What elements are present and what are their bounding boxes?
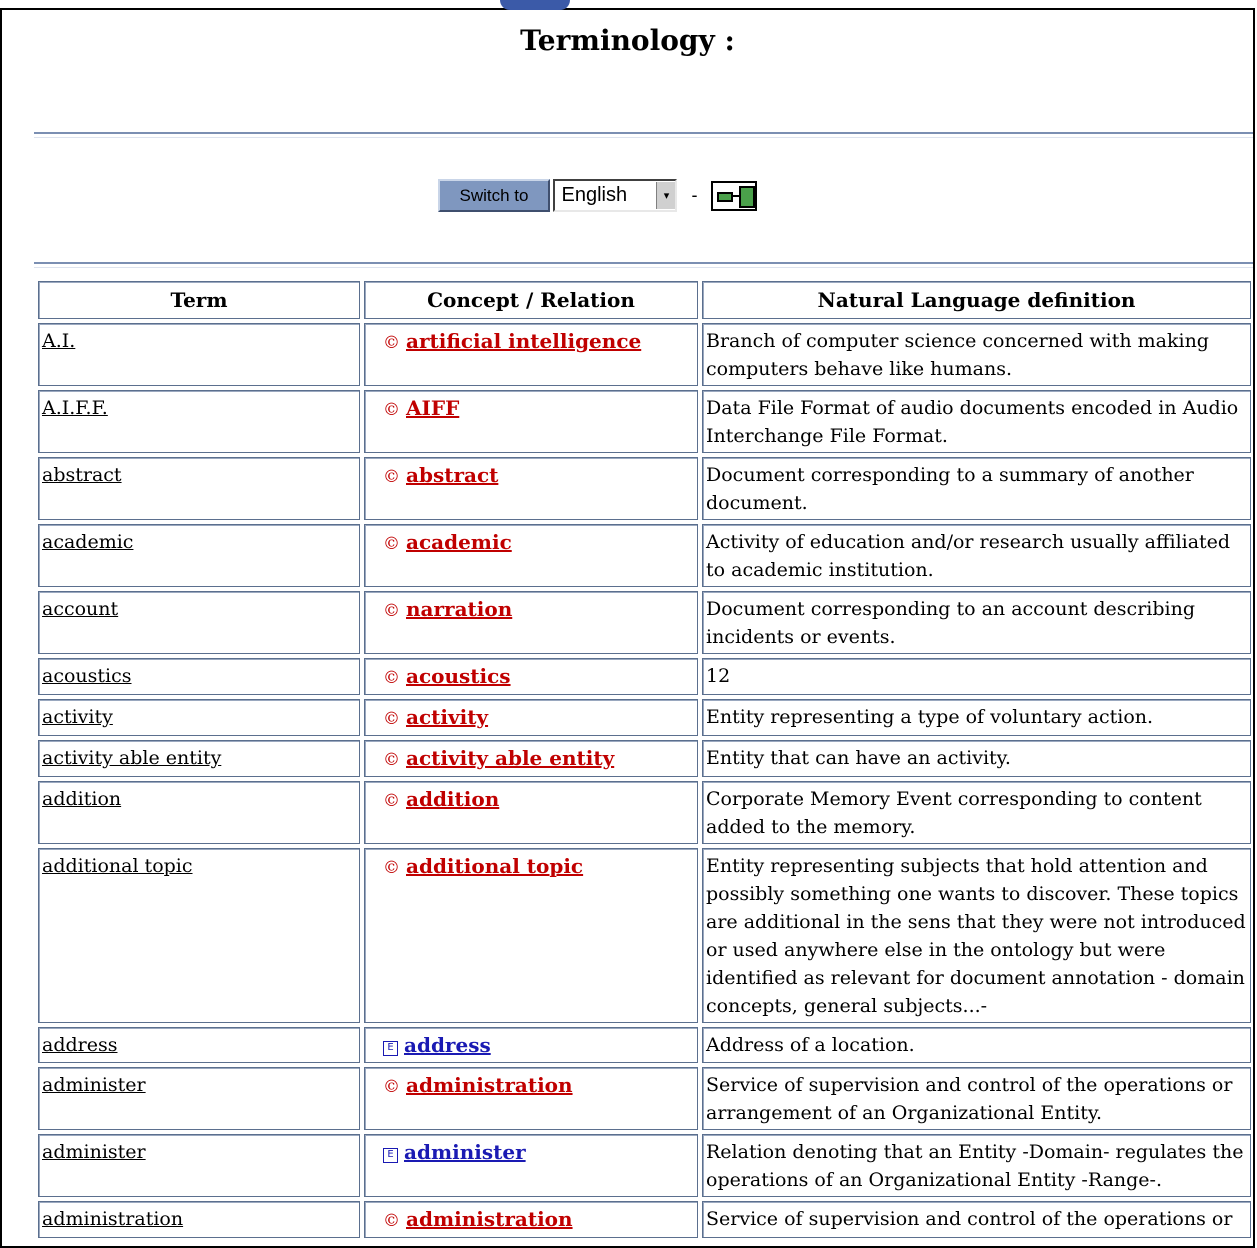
term-cell (38, 323, 360, 386)
definition-cell: Document corresponding to an account describing incidents or events. (702, 591, 1251, 654)
header-concept-relation: Concept / Relation (364, 281, 698, 319)
chevron-down-icon[interactable]: ▾ (656, 182, 675, 209)
term-link[interactable]: account (42, 598, 119, 620)
language-switch-bar (2, 179, 1253, 212)
concept-icon: © (383, 467, 400, 487)
definition-cell: Entity representing a type of voluntary action. (702, 699, 1251, 736)
tree-view-icon[interactable] (711, 181, 757, 211)
table-row (38, 524, 1251, 587)
definition-cell: Service of supervision and control of the operations or (702, 1201, 1251, 1238)
concept-link[interactable]: narration (406, 597, 513, 621)
concept-link[interactable]: activity (406, 705, 489, 729)
concept-icon: © (383, 400, 400, 420)
header-term: Term (38, 281, 360, 319)
concept-cell (364, 457, 698, 520)
concept-cell (364, 740, 698, 777)
definition-cell: 12 (702, 658, 1251, 695)
concept-cell (364, 781, 698, 844)
relation-icon: E (383, 1041, 398, 1056)
term-cell (38, 699, 360, 736)
definition-cell: Address of a location. (702, 1027, 1251, 1063)
concept-link[interactable]: acoustics (406, 664, 511, 688)
table-header-row (38, 281, 1251, 319)
concept-cell (364, 591, 698, 654)
definition-cell: Service of supervision and control of the operations or arrangement of an Organizational Entity. (702, 1067, 1251, 1130)
term-link[interactable]: activity (42, 706, 113, 728)
table-row (38, 699, 1251, 736)
term-cell (38, 658, 360, 695)
term-cell (38, 1134, 360, 1197)
concept-icon: © (383, 668, 400, 688)
concept-icon: © (383, 1211, 400, 1231)
definition-cell: Relation denoting that an Entity -Domain- regulates the operations of an Organizational Entity -Range-. (702, 1134, 1251, 1197)
term-cell (38, 1067, 360, 1130)
relation-link[interactable]: administer (404, 1140, 526, 1164)
concept-icon: © (383, 709, 400, 729)
table-row (38, 1027, 1251, 1063)
concept-link[interactable]: addition (406, 787, 500, 811)
divider-top (34, 132, 1253, 138)
term-link[interactable]: A.I. (42, 330, 76, 352)
separator: - (691, 185, 698, 205)
term-cell (38, 457, 360, 520)
table-row (38, 740, 1251, 777)
concept-link[interactable]: administration (406, 1073, 573, 1097)
concept-link[interactable]: additional topic (406, 854, 584, 878)
table-row (38, 781, 1251, 844)
table-row (38, 323, 1251, 386)
header-definition: Natural Language definition (702, 281, 1251, 319)
concept-icon: © (383, 1077, 400, 1097)
concept-cell (364, 699, 698, 736)
relation-link[interactable]: address (404, 1033, 491, 1057)
term-cell (38, 390, 360, 453)
language-select[interactable] (553, 179, 677, 212)
concept-link[interactable]: artificial intelligence (406, 329, 642, 353)
term-link[interactable]: administer (42, 1074, 146, 1096)
table-row (38, 591, 1251, 654)
definition-cell: Activity of education and/or research usually affiliated to academic institution. (702, 524, 1251, 587)
definition-cell: Corporate Memory Event corresponding to content added to the memory. (702, 781, 1251, 844)
table-row (38, 1067, 1251, 1130)
concept-cell (364, 1067, 698, 1130)
term-cell (38, 848, 360, 1023)
concept-cell (364, 848, 698, 1023)
language-selected-value: English (561, 184, 628, 206)
term-cell (38, 740, 360, 777)
concept-cell (364, 1134, 698, 1197)
concept-icon: © (383, 791, 400, 811)
concept-icon: © (383, 534, 400, 554)
term-cell (38, 781, 360, 844)
terminology-table (34, 277, 1255, 1242)
page-title: Terminology : (520, 24, 735, 57)
definition-cell: Entity representing subjects that hold attention and possibly something one wants to discover. These topics are additional in the sens that they were not introduced or used anywhere else in the ontology but were identified as relevant for document annotation - domain concepts, general subjects...- (702, 848, 1251, 1023)
concept-link[interactable]: academic (406, 530, 512, 554)
term-link[interactable]: administration (42, 1208, 184, 1230)
term-link[interactable]: administer (42, 1141, 146, 1163)
switch-to-button[interactable]: Switch to (438, 179, 551, 212)
term-link[interactable]: A.I.F.F. (42, 397, 108, 419)
term-link[interactable]: activity able entity (42, 747, 222, 769)
term-link[interactable]: academic (42, 531, 134, 553)
definition-cell: Entity that can have an activity. (702, 740, 1251, 777)
concept-cell (364, 1027, 698, 1063)
concept-link[interactable]: activity able entity (406, 746, 615, 770)
divider-bottom (34, 262, 1253, 268)
concept-icon: © (383, 601, 400, 621)
term-link[interactable]: addition (42, 788, 122, 810)
table-row (38, 1201, 1251, 1238)
concept-icon: © (383, 858, 400, 878)
term-link[interactable]: acoustics (42, 665, 132, 687)
concept-cell (364, 390, 698, 453)
table-row (38, 390, 1251, 453)
concept-link[interactable]: administration (406, 1207, 573, 1231)
concept-cell (364, 524, 698, 587)
table-row (38, 658, 1251, 695)
concept-icon: © (383, 333, 400, 353)
definition-cell: Data File Format of audio documents encoded in Audio Interchange File Format. (702, 390, 1251, 453)
concept-link[interactable]: abstract (406, 463, 499, 487)
logo-fragment (500, 0, 570, 10)
term-link[interactable]: additional topic (42, 855, 193, 877)
term-link[interactable]: abstract (42, 464, 122, 486)
definition-cell: Branch of computer science concerned with making computers behave like humans. (702, 323, 1251, 386)
concept-icon: © (383, 750, 400, 770)
table-row (38, 457, 1251, 520)
concept-link[interactable]: AIFF (406, 396, 460, 420)
term-cell (38, 524, 360, 587)
term-cell (38, 1027, 360, 1063)
term-link[interactable]: address (42, 1034, 118, 1056)
concept-cell (364, 658, 698, 695)
definition-cell: Document corresponding to a summary of another document. (702, 457, 1251, 520)
table-row (38, 1134, 1251, 1197)
term-cell (38, 1201, 360, 1238)
concept-cell (364, 323, 698, 386)
relation-icon: E (383, 1148, 398, 1163)
concept-cell (364, 1201, 698, 1238)
table-row (38, 848, 1251, 1023)
term-cell (38, 591, 360, 654)
